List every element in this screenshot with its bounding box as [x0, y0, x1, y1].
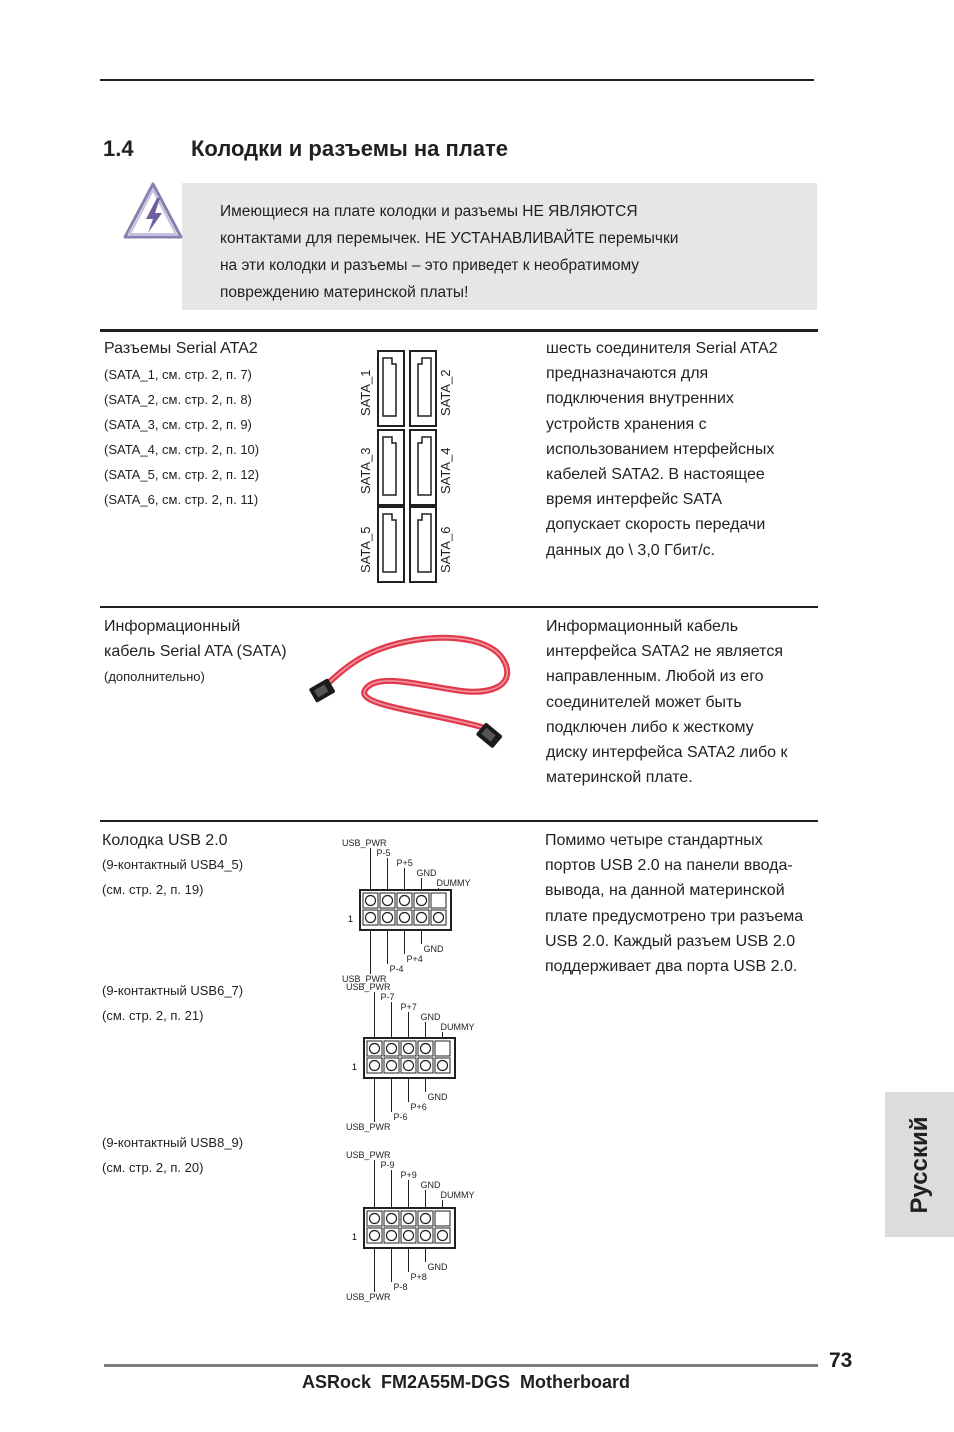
usb-header-diagram: [340, 838, 480, 984]
sata-connector: [410, 351, 436, 426]
section-title: Колодки и разъемы на плате: [191, 136, 509, 161]
usb-pin: [366, 896, 376, 906]
usb-pin: [421, 1044, 431, 1054]
sata-label: SATA_1: [358, 369, 373, 416]
usb-block-ref: [102, 978, 243, 1028]
usb-pin-label: USB_PWR: [346, 982, 391, 992]
warning-icon: [122, 181, 184, 241]
desc-line: данных до \ 3,0 Гбит/с.: [546, 541, 716, 559]
usb-pin: [404, 1044, 414, 1054]
usb-pin: [434, 913, 444, 923]
usb-ref-line: (9-контактный USB6_7): [102, 983, 244, 998]
usb-pin: [387, 1061, 397, 1071]
usb-pin: [400, 896, 410, 906]
sata-label: SATA_6: [438, 526, 453, 573]
usb-pin1-label: 1: [352, 1062, 358, 1072]
cable-heading-line: кабель Serial ATA (SATA): [104, 643, 287, 661]
sata-connector-key: [383, 514, 396, 572]
usb-pin: [370, 1044, 380, 1054]
usb-header-diagram: [344, 982, 484, 1132]
usb-pin-label: USB_PWR: [346, 1292, 391, 1302]
cable-rule: [100, 606, 818, 608]
usb-pin: [438, 1231, 448, 1241]
usb-pin-label: USB_PWR: [346, 1150, 391, 1160]
desc-line: поддерживает два порта USB 2.0.: [545, 958, 798, 976]
sata-connector-key: [383, 358, 396, 416]
usb-pin-label: GND: [423, 944, 444, 954]
sata-connector: [410, 507, 436, 582]
desc-line: интерфейса SATA2 не является: [546, 643, 783, 661]
usb-pin-label: GND: [427, 1092, 448, 1102]
usb-pin-frame: [431, 893, 446, 908]
desc-line: вывода, на данной материнской: [545, 882, 785, 900]
footer-product: ASRock FM2A55M-DGS Motherboard: [302, 1372, 631, 1392]
usb-pin-label: GND: [427, 1262, 448, 1272]
desc-line: подключения внутренних: [546, 390, 734, 408]
usb-heading: Колодка USB 2.0: [102, 832, 228, 849]
sata-connector-key: [418, 358, 431, 416]
usb-pin: [387, 1044, 397, 1054]
desc-line: направленным. Любой из его: [546, 668, 764, 686]
usb-pin-label: DUMMY: [440, 1022, 475, 1032]
usb-pin-label: P-5: [376, 848, 391, 858]
usb-pin: [366, 913, 376, 923]
sata-connector: [378, 507, 404, 582]
usb-pin: [400, 913, 410, 923]
cable-optional: (дополнительно): [104, 669, 205, 685]
sata-ref: (SATA_1, см. стр. 2, п. 7): [104, 367, 252, 382]
sata-ref: (SATA_5, см. стр. 2, п. 12): [104, 467, 260, 482]
usb-pin-label: P-6: [393, 1112, 408, 1122]
warning-line: контактами для перемычек. НЕ УСТАНАВЛИВАЙТЕ перемычки: [220, 230, 679, 247]
usb-pin: [438, 1061, 448, 1071]
section-number: 1.4: [103, 136, 134, 161]
usb-ref-line: (9-контактный USB4_5): [102, 857, 244, 872]
desc-line: кабелей SATA2. В настоящее: [546, 466, 765, 484]
usb-pin: [421, 1061, 431, 1071]
usb-ref-line: (см. стр. 2, п. 20): [102, 1160, 204, 1175]
desc-line: соединителей может быть: [546, 693, 742, 711]
sata-rule: [100, 329, 818, 332]
sata-connector: [410, 430, 436, 505]
usb-pin-frame: [435, 1041, 450, 1056]
sata-label: SATA_5: [358, 526, 373, 573]
cable-heading: [104, 614, 287, 689]
sata-label: SATA_3: [358, 447, 373, 494]
usb-pin-label: USB_PWR: [346, 1122, 391, 1132]
warning-line: повреждению материнской платы!: [220, 284, 469, 301]
desc-line: шесть соединителя Serial ATA2: [546, 340, 778, 357]
usb-pin: [404, 1061, 414, 1071]
sata-heading: Разъемы Serial ATA2: [104, 340, 258, 357]
usb-block-ref: [102, 852, 243, 902]
usb-header-diagram: [344, 1150, 484, 1302]
sata-ref: (SATA_4, см. стр. 2, п. 10): [104, 442, 260, 457]
usb-pin: [387, 1231, 397, 1241]
usb-description: [545, 828, 803, 979]
desc-line: USB 2.0. Каждый разъем USB 2.0: [545, 932, 796, 950]
desc-line: материнской плате.: [546, 769, 693, 787]
sata-connector: [378, 430, 404, 505]
sata-ref: (SATA_6, см. стр. 2, п. 11): [104, 492, 259, 507]
sata-cable-image: [305, 628, 520, 758]
sata-connector-key: [383, 437, 396, 495]
sata-connector-key: [418, 437, 431, 495]
usb-pin-label: P+6: [410, 1102, 427, 1112]
usb-pin-label: P-7: [380, 992, 395, 1002]
usb-pin: [383, 896, 393, 906]
usb-pin: [404, 1231, 414, 1241]
usb-pin: [421, 1231, 431, 1241]
sata-refs: [104, 362, 259, 512]
usb-rule: [100, 820, 818, 822]
usb-pin-label: P+5: [396, 858, 413, 868]
sata-connector: [378, 351, 404, 426]
usb-pin-label: DUMMY: [440, 1190, 475, 1200]
usb-pin: [404, 1214, 414, 1224]
usb-pin-label: P+4: [406, 954, 423, 964]
warning-line: на эти колодки и разъемы – это приведет к необратимому: [220, 257, 640, 274]
usb-pin-label: GND: [416, 868, 437, 878]
usb-pin-label: P+7: [400, 1002, 417, 1012]
cable-heading-line: Информационный: [104, 618, 241, 635]
desc-line: предназначаются для: [546, 365, 709, 383]
footer-rule: [104, 1364, 818, 1367]
usb-ref-line: (см. стр. 2, п. 21): [102, 1008, 204, 1023]
usb-pin-label: P+8: [410, 1272, 427, 1282]
desc-line: допускает скорость передачи: [546, 516, 766, 534]
desc-line: использованием нтерфейсных: [546, 440, 775, 458]
usb-ref-line: (9-контактный USB8_9): [102, 1135, 244, 1150]
sata-ref: (SATA_3, см. стр. 2, п. 9): [104, 417, 252, 432]
usb-pin-label: P+9: [400, 1170, 417, 1180]
cable-description: [546, 614, 788, 790]
desc-line: портов USB 2.0 на панели ввода-: [545, 857, 793, 875]
usb-pin-label: GND: [420, 1180, 441, 1190]
usb-pin-label: P-8: [393, 1282, 408, 1292]
usb-pin: [370, 1231, 380, 1241]
usb-pin-label: GND: [420, 1012, 441, 1022]
sata-label: SATA_4: [438, 447, 453, 494]
usb-pin-label: P-9: [380, 1160, 395, 1170]
top-rule: [100, 79, 814, 81]
usb-pin-label: USB_PWR: [342, 974, 387, 984]
desc-line: диску интерфейса SATA2 либо к: [546, 744, 788, 762]
usb-pin1-label: 1: [352, 1232, 358, 1242]
sata-ref: (SATA_2, см. стр. 2, п. 8): [104, 392, 252, 407]
usb-block-ref: [102, 1130, 243, 1180]
sata-connector-key: [418, 514, 431, 572]
usb-pin-frame: [435, 1211, 450, 1226]
usb-pin-label: USB_PWR: [342, 838, 387, 848]
desc-line: Информационный кабель: [546, 618, 739, 635]
desc-line: подключен либо к жесткому: [546, 718, 754, 736]
usb-pin-label: DUMMY: [436, 878, 471, 888]
usb-pin: [417, 896, 427, 906]
usb-pin-label: P-4: [389, 964, 404, 974]
usb-pin1-label: 1: [348, 914, 354, 924]
language-tab: [885, 1092, 954, 1237]
usb-pin: [387, 1214, 397, 1224]
usb-pin: [370, 1214, 380, 1224]
language-tab-label: Русский: [905, 1116, 933, 1213]
warning-text: [220, 198, 678, 306]
usb-pin: [421, 1214, 431, 1224]
usb-pin: [383, 913, 393, 923]
usb-pin: [417, 913, 427, 923]
desc-line: устройств хранения с: [546, 415, 707, 433]
sata-description: [546, 336, 778, 563]
sata-connector-diagram: [350, 346, 470, 586]
page-number: 73: [829, 1349, 853, 1372]
usb-pin: [370, 1061, 380, 1071]
desc-line: плате предусмотрено три разъема: [545, 907, 804, 925]
usb-ref-line: (см. стр. 2, п. 19): [102, 882, 204, 897]
sata-label: SATA_2: [438, 369, 453, 416]
warning-line: Имеющиеся на плате колодки и разъемы НЕ ЯВЛЯЮТСЯ: [220, 203, 638, 220]
desc-line: время интерфейс SATA: [546, 491, 722, 509]
desc-line: Помимо четыре стандартных: [545, 832, 763, 849]
